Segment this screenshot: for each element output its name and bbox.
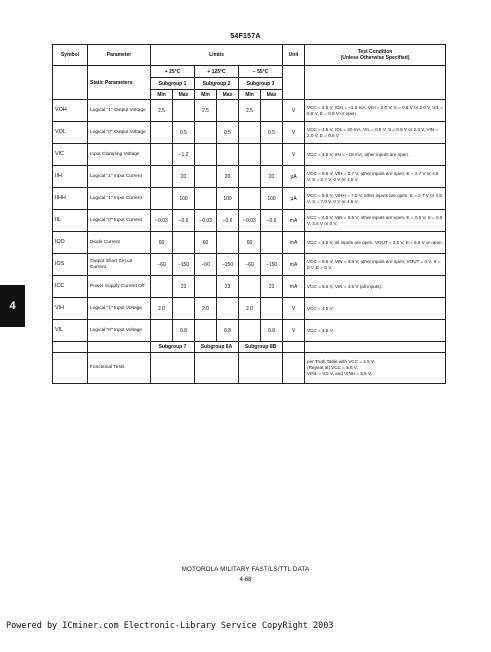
limit-value-cell: 100 (217, 188, 239, 210)
limit-value-cell (195, 276, 217, 298)
condition-line: (Repeat at) VCC = 5.5 V, (307, 365, 358, 371)
limit-value-cell (151, 188, 173, 210)
symbol-cell: VIL (53, 320, 88, 342)
condition-line: per Truth Table with VCC = 4.5 V, (307, 359, 375, 365)
parameter-cell: Power Supply Current Off (88, 276, 151, 298)
limit-value-cell: 23 (261, 276, 283, 298)
limit-value-cell: 2.0 (151, 298, 173, 320)
static-parameters-label: Static Parameters: (88, 66, 151, 100)
unit-cell: mA (283, 232, 305, 254)
header-parameter: Parameter (88, 45, 151, 66)
limit-value-cell (239, 144, 261, 166)
limit-value-cell (195, 320, 217, 342)
parameter-cell: Logical "1" Input Current (88, 188, 151, 210)
limit-value-cell: −0.6 (173, 210, 195, 232)
table-row (53, 144, 446, 166)
limit-value-cell: −0.03 (239, 210, 261, 232)
unit-cell: µA (283, 166, 305, 188)
parameter-cell: Logical "0" Output Voltage (88, 122, 151, 144)
test-condition-cell: VCC = 5.5 V, VIHH = 7.0 V, other inputs are open, E = 2.7 V or 4.5 V, S = 7.0 V, 0 V or 4.5 V. (305, 188, 446, 210)
limit-value-cell (195, 122, 217, 144)
max-label: Max (173, 90, 195, 100)
table-row (53, 254, 446, 276)
limit-value-cell: 0.5 (217, 122, 239, 144)
temp-minus-55: − 55°C (239, 66, 283, 78)
symbol-cell: ICC (53, 276, 88, 298)
limit-value-cell (239, 276, 261, 298)
table-row (53, 100, 446, 122)
empty-cell (151, 353, 195, 384)
condition-line: VINL = 0.5 V, and VINH = 2.5 V. (307, 370, 372, 376)
limit-value-cell (173, 298, 195, 320)
test-condition-cell: VCC = 5.5 V, VIN = 0.5 V, other inputs are open, E = 0.5 V, S = 0.5 V, 4.5 V or 0 V. (305, 210, 446, 232)
limit-value-cell: 60 (195, 232, 217, 254)
symbol-cell: IIH (53, 166, 88, 188)
test-condition-title: Test Condition (357, 49, 393, 55)
limit-value-cell (261, 298, 283, 320)
limit-value-cell: 20 (217, 166, 239, 188)
limit-value-cell: 0.8 (261, 320, 283, 342)
symbol-cell: IOS (53, 254, 88, 276)
empty-cell (283, 66, 305, 100)
limit-value-cell (195, 188, 217, 210)
limit-value-cell: −1.2 (173, 144, 195, 166)
table-row (53, 188, 446, 210)
max-label: Max (217, 90, 239, 100)
test-condition-cell: VCC = 4.5 V, IIN = −18 mA, other inputs are open. (305, 144, 446, 166)
subgroup-3: Subgroup 3 (239, 78, 283, 90)
unit-cell: V (283, 144, 305, 166)
unit-cell: mA (283, 276, 305, 298)
limit-value-cell (217, 100, 239, 122)
subgroup-2: Subgroup 2 (195, 78, 239, 90)
header-unit: Unit (283, 45, 305, 66)
unit-cell: V (283, 298, 305, 320)
limit-value-cell: 2.0 (195, 298, 217, 320)
header-limits: Limits (151, 45, 283, 66)
empty-cell (88, 342, 151, 353)
limit-value-cell: −150 (173, 254, 195, 276)
empty-cell (53, 342, 88, 353)
limit-value-cell: 0.5 (173, 122, 195, 144)
test-condition-cell: VCC = 4.5 V, IOH = −1.0 mA, VIH = 2.0 V, S = 0.8 V or 2.0 V, VIL = 0.8 V, E = 0.8 V or open. (305, 100, 446, 122)
header-test-condition (305, 45, 446, 66)
test-condition-cell: VCC = 5.5 V, VIN = 4.5 V (all inputs). (305, 276, 446, 298)
limit-value-cell: 2.5 (239, 100, 261, 122)
empty-cell (305, 66, 446, 100)
parameter-cell: Logical "0" Input Current (88, 210, 151, 232)
table-row (53, 320, 446, 342)
test-condition-subtitle: (Unless Otherwise Specified) (340, 55, 410, 61)
subgroup2-row (53, 342, 446, 353)
table-row (53, 298, 446, 320)
limit-value-cell: 60 (239, 232, 261, 254)
limit-value-cell (239, 188, 261, 210)
table-row (53, 232, 446, 254)
empty-cell (53, 353, 88, 384)
header-symbol: Symbol (53, 45, 88, 66)
unit-cell: V (283, 100, 305, 122)
functional-tests-row (53, 353, 446, 384)
table-header-row (53, 45, 446, 66)
functional-tests-label: Functional Tests (88, 353, 151, 384)
powered-by-text: Powered by ICminer.com Electronic-Library Service CopyRight 2003 (6, 621, 334, 631)
limit-value-cell (151, 166, 173, 188)
parameter-cell: Diode Current (88, 232, 151, 254)
parameter-cell: Logical "1" Output Voltage (88, 100, 151, 122)
limit-value-cell (195, 144, 217, 166)
parameter-cell: Logical "1" Input Current (88, 166, 151, 188)
section-tab: 4 (0, 285, 25, 327)
subgroup-7: Subgroup 7 (151, 342, 195, 353)
limit-value-cell: 0.5 (261, 122, 283, 144)
page-number: 4-68 (239, 577, 252, 583)
limit-value-cell: 0.8 (217, 320, 239, 342)
limit-value-cell: −60 (151, 254, 173, 276)
limit-value-cell (239, 320, 261, 342)
symbol-cell: IOD (53, 232, 88, 254)
temperature-row (53, 66, 446, 78)
limit-value-cell (195, 166, 217, 188)
symbol-cell: VIC (53, 144, 88, 166)
symbol-cell: IIL (53, 210, 88, 232)
limit-value-cell: 20 (261, 166, 283, 188)
symbol-cell: VOL (53, 122, 88, 144)
unit-cell: V (283, 320, 305, 342)
min-label: Min (195, 90, 217, 100)
limit-value-cell (151, 320, 173, 342)
limit-value-cell: −0.6 (217, 210, 239, 232)
max-label: Max (261, 90, 283, 100)
limit-value-cell (151, 144, 173, 166)
limit-value-cell (217, 232, 239, 254)
empty-cell (195, 353, 239, 384)
empty-cell (239, 353, 283, 384)
limit-value-cell (151, 122, 173, 144)
limit-value-cell: −0.03 (195, 210, 217, 232)
test-condition-cell: VCC = 4.5 V, IOL = 20 mA, VIL = 0.8 V, S = 0.8 V or 2.0 V, VIN = 2.0 V, E = 0.8 V (305, 122, 446, 144)
limit-value-cell (217, 298, 239, 320)
limit-value-cell: 60 (151, 232, 173, 254)
limit-value-cell (239, 166, 261, 188)
subgroup-8b: Subgroup 8B (239, 342, 283, 353)
limit-value-cell: −60 (195, 254, 217, 276)
limit-value-cell: 100 (173, 188, 195, 210)
limit-value-cell (261, 100, 283, 122)
limit-value-cell (239, 122, 261, 144)
symbol-cell: IIHH (53, 188, 88, 210)
limit-value-cell: 0.8 (173, 320, 195, 342)
limit-value-cell (261, 144, 283, 166)
limit-value-cell (173, 232, 195, 254)
subgroup-1: Subgroup 1 (151, 78, 195, 90)
limit-value-cell: 2.5 (195, 100, 217, 122)
limit-value-cell: 2.0 (239, 298, 261, 320)
parameter-cell: Logical "1" Input Voltage (88, 298, 151, 320)
table-row (53, 276, 446, 298)
empty-cell (283, 353, 305, 384)
unit-cell: mA (283, 210, 305, 232)
limit-value-cell: −150 (261, 254, 283, 276)
limit-value-cell: −150 (217, 254, 239, 276)
limit-value-cell: −0.6 (261, 210, 283, 232)
limit-value-cell: −0.03 (151, 210, 173, 232)
unit-cell: mA (283, 254, 305, 276)
min-label: Min (239, 90, 261, 100)
unit-cell: V (283, 122, 305, 144)
parameter-cell: Logical "0" Input Voltage (88, 320, 151, 342)
test-condition-cell: VCC = 4.5 V. (305, 298, 446, 320)
limit-value-cell (261, 232, 283, 254)
min-label: Min (151, 90, 173, 100)
empty-cell (283, 342, 305, 353)
test-condition-cell: VCC = 4.5 V. (305, 320, 446, 342)
test-condition-cell: VCC = 4.5 V, all inputs are open, VOUT = 2.5 V, E = 5.5 V or open. (305, 232, 446, 254)
temp-125: + 125°C (195, 66, 239, 78)
limit-value-cell (151, 276, 173, 298)
footer-title: MOTOROLA MILITARY FAST/LS/TTL DATA (181, 566, 310, 573)
symbol-cell: VIH (53, 298, 88, 320)
limit-value-cell: −60 (239, 254, 261, 276)
test-condition-cell: VCC = 5.5 V, VIN = 4.5 V, other inputs are open, VOUT = 0 V, S = 0 V, E = 0 V. (305, 254, 446, 276)
temp-25: + 25°C (151, 66, 195, 78)
symbol-cell: VOH (53, 100, 88, 122)
electrical-spec-table (52, 44, 446, 384)
table-row (53, 122, 446, 144)
table-row (53, 210, 446, 232)
limit-value-cell: 20 (173, 166, 195, 188)
spec-table-body (53, 100, 446, 342)
parameter-cell: Output Short Circuit Current (88, 254, 151, 276)
limit-value-cell: 100 (261, 188, 283, 210)
empty-cell (305, 342, 446, 353)
subgroup-8a: Subgroup 8A (195, 342, 239, 353)
empty-cell (53, 66, 88, 100)
unit-cell: µA (283, 188, 305, 210)
limit-value-cell (173, 100, 195, 122)
document-title: 54F157A (230, 33, 261, 40)
test-condition-cell: VCC = 5.5 V, VIH = 2.7 V, other inputs are open, E = 2.7 V or 4.5 V, S = 2.7 V, 0 V or 4.5 V (305, 166, 446, 188)
functional-tests-condition (305, 353, 446, 384)
table-row (53, 166, 446, 188)
parameter-cell: Input Clamping Voltage (88, 144, 151, 166)
limit-value-cell: 2.5 (151, 100, 173, 122)
limit-value-cell (217, 144, 239, 166)
limit-value-cell: 23 (173, 276, 195, 298)
limit-value-cell: 23 (217, 276, 239, 298)
